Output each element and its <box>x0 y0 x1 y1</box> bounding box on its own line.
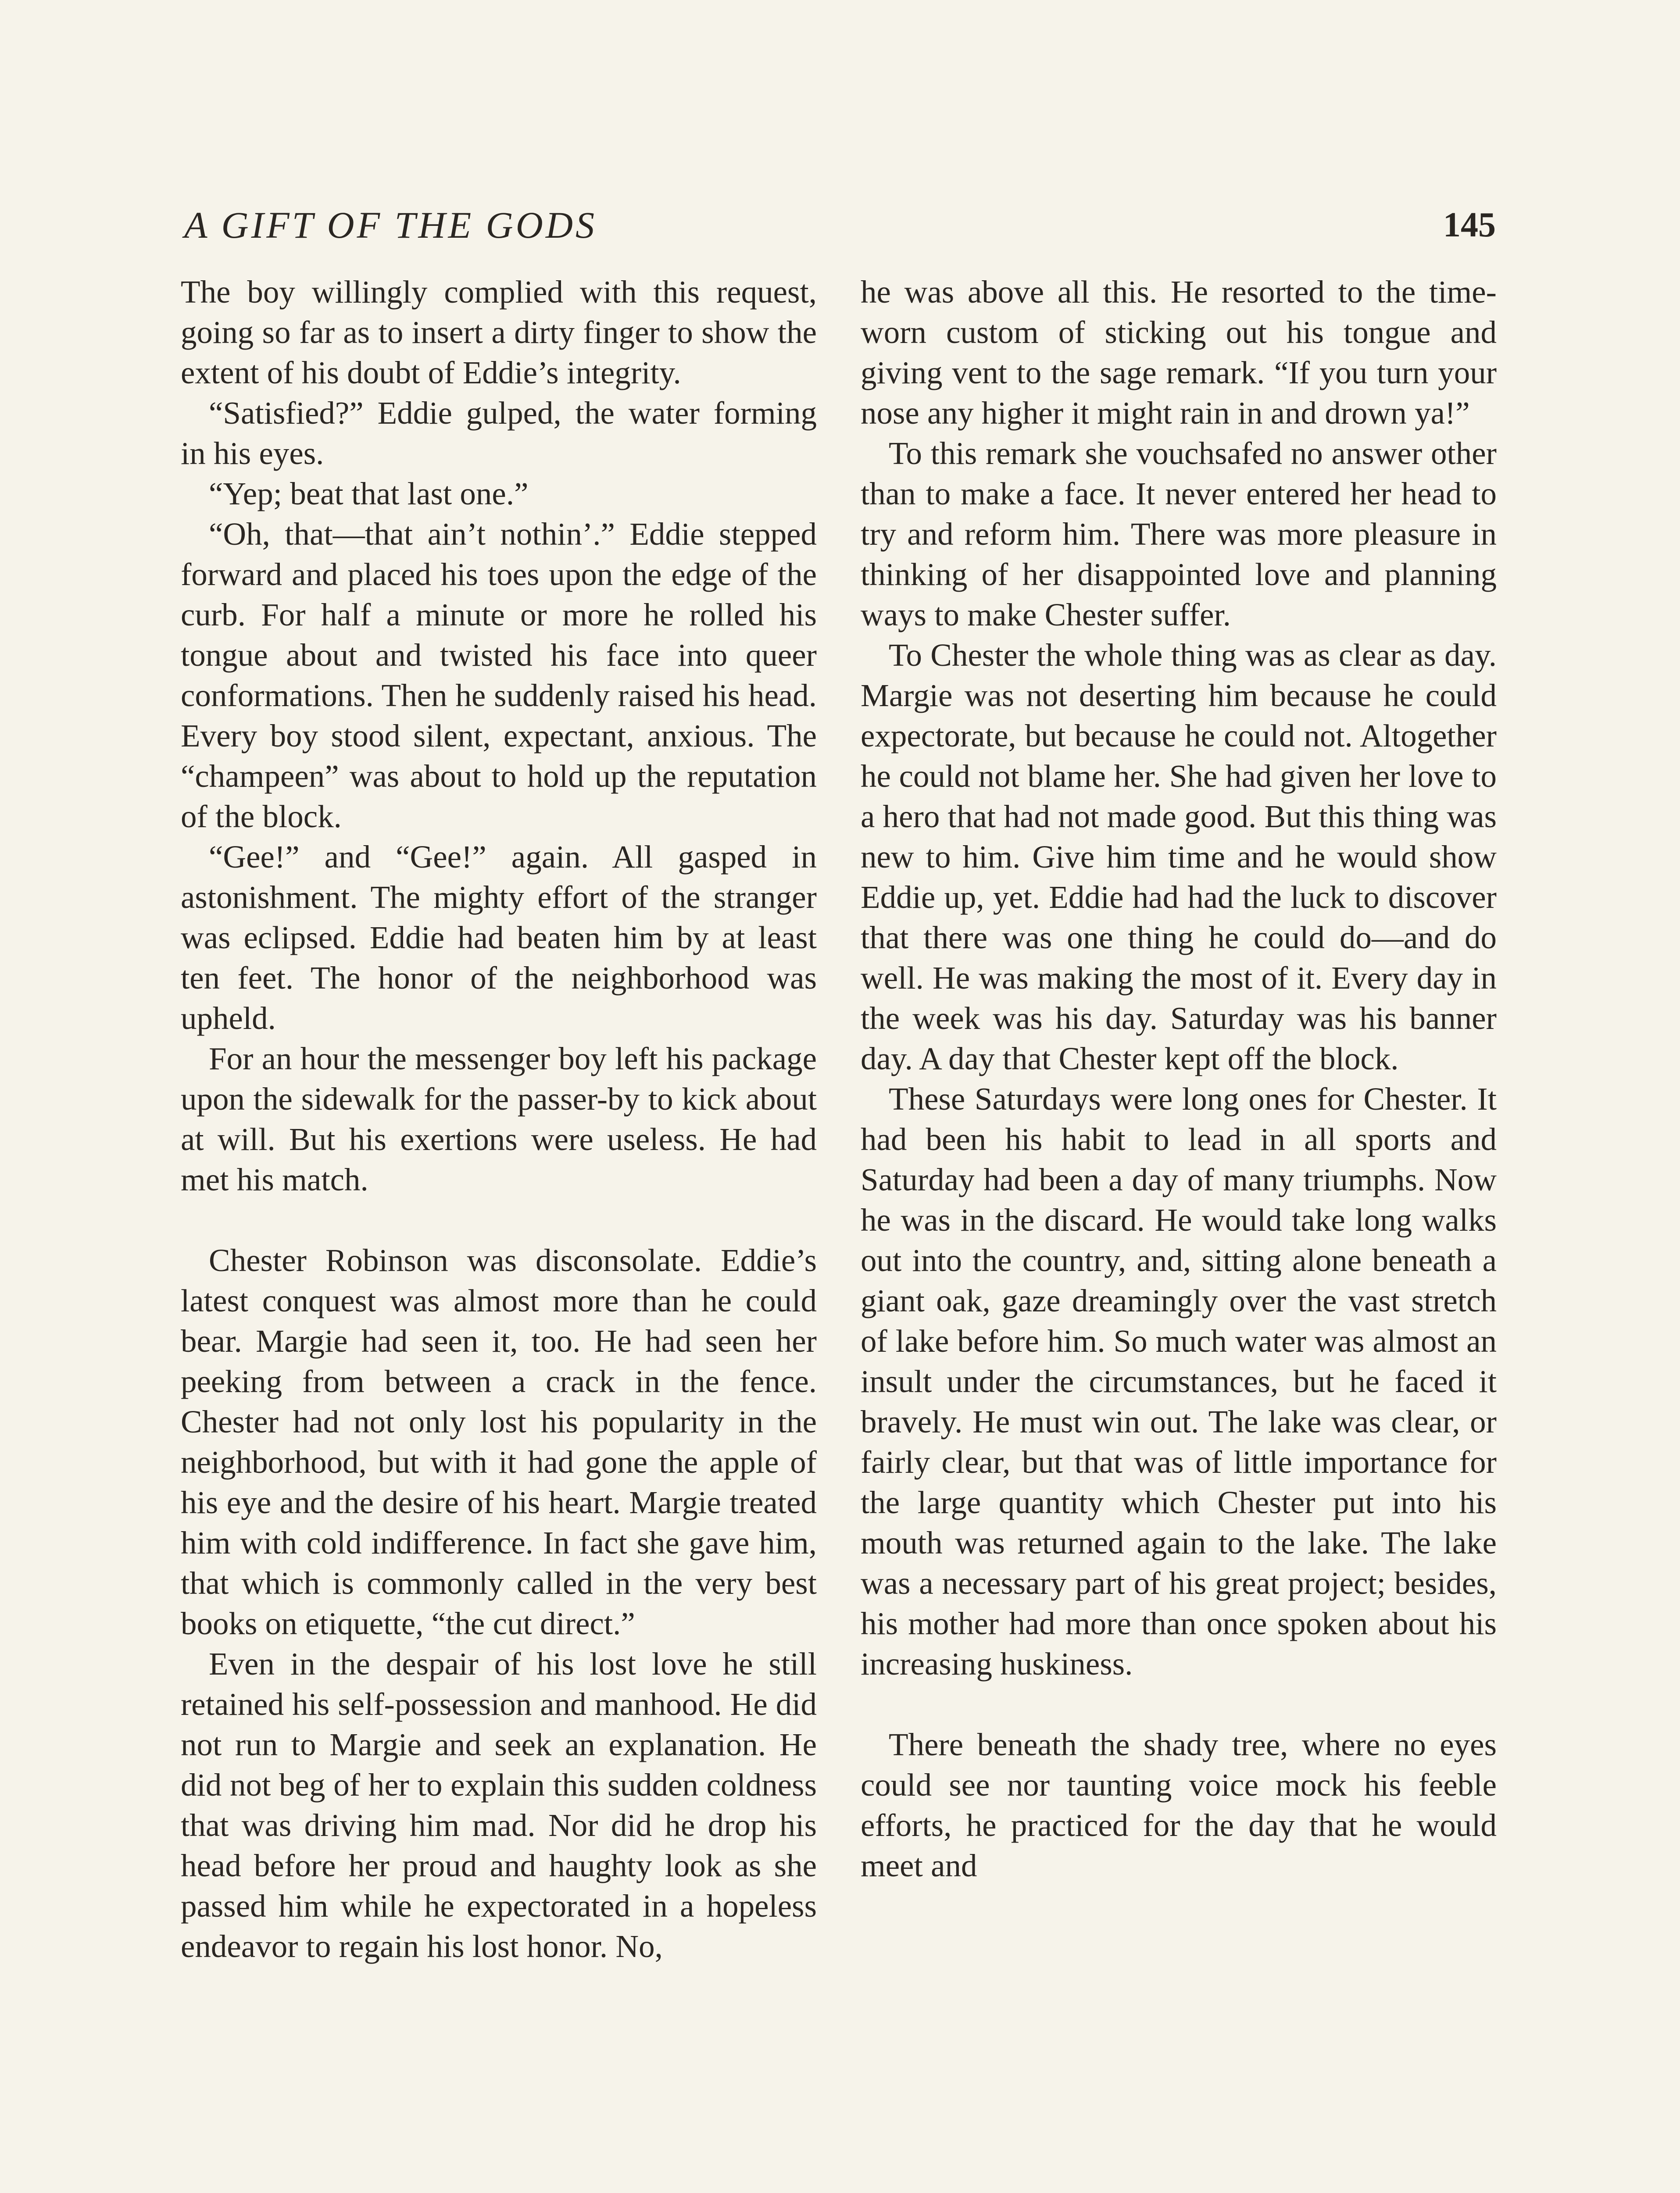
paragraph: Chester Robinson was disconsolate. Eddie’s latest conquest was almost more than he could bear. Margie had seen it, too. He had seen her peeking from between a crack in the fence. Chester had not only lost his popularity in the neighborhood, but with it had gone the apple of his eye and the desire of his heart. Margie treated him with cold indifference. In fact she gave him, that which is commonly called in the very best books on etiquette, “the cut direct.” <box>181 1243 817 1641</box>
paragraph: “Yep; beat that last one.” <box>209 476 529 511</box>
paragraph: For an hour the messenger boy left his package upon the sidewalk for the passer-by to kick about at will. But his exertions were useless. He had met his match. <box>181 1041 817 1197</box>
section-break <box>181 1200 817 1240</box>
page-number: 145 <box>1443 206 1496 244</box>
right-column <box>861 272 1497 1886</box>
paragraph: The boy willingly complied with this request, going so far as to insert a dirty finger to show the extent of his doubt of Eddie’s integrity. <box>181 274 817 390</box>
paragraph: These Saturdays were long ones for Chester. It had been his habit to lead in all sports and Saturday had been a day of many triumphs. Now he was in the discard. He would take long walks out into the country, and, sitting alone beneath a giant oak, gaze dreamingly over the vast stretch of lake before him. So much water was almost an insult under the circumstances, but he faced it bravely. He must win out. The lake was clear, or fairly clear, but that was of little importance for the large quantity which Chester put into his mouth was returned again to the lake. The lake was a necessary part of his great project; besides, his mother had more than once spoken about his increasing huskiness. <box>861 1081 1497 1682</box>
section-break <box>861 1684 1497 1725</box>
page-header <box>184 196 1496 254</box>
left-column <box>181 272 817 1967</box>
paragraph: To Chester the whole thing was as clear as day. Margie was not deserting him because he could expectorate, but because he could not. Altogether he could not blame her. She had given her love to a hero that had not made good. But this thing was new to him. Give him time and he would show Eddie up, yet. Eddie had had the luck to discover that there was one thing he could do—and do well. He was making the most of it. Every day in the week was his day. Saturday was his banner day. A day that Chester kept off the block. <box>861 637 1497 1076</box>
paragraph: “Gee!” and “Gee!” again. All gasped in astonishment. The mighty effort of the stranger was eclipsed. Eddie had beaten him by at least ten feet. The honor of the neighborhood was upheld. <box>181 839 817 1036</box>
paragraph: “Satisfied?” Eddie gulped, the water forming in his eyes. <box>181 395 817 471</box>
paragraph: There beneath the shady tree, where no eyes could see nor taunting voice mock his feeble efforts, he practiced for the day that he would meet and <box>861 1727 1497 1883</box>
paragraph: “Oh, that—that ain’t nothin’.” Eddie stepped forward and placed his toes upon the edge of the curb. For half a minute or more he rolled his tongue about and twisted his face into queer conformations. Then he suddenly raised his head. Every boy stood silent, expectant, anxious. The “champeen” was about to hold up the reputation of the block. <box>181 516 817 834</box>
paragraph: To this remark she vouchsafed no answer other than to make a face. It never entered her head to try and reform him. There was more pleasure in thinking of her disappointed love and planning ways to make Chester suffer. <box>861 436 1497 632</box>
paragraph: Even in the despair of his lost love he still retained his self-possession and manhood. He did not run to Margie and seek an explanation. He did not beg of her to explain this sudden coldness that was driving him mad. Nor did he drop his head before her proud and haughty look as she passed him while he expectorated in a hopeless endeavor to regain his lost honor. No, <box>181 1646 817 1964</box>
paragraph: he was above all this. He resorted to the time-worn custom of sticking out his tongue and giving vent to the sage remark. “If you turn your nose any higher it might rain in and drown ya!” <box>861 274 1497 431</box>
running-title: A GIFT OF THE GODS <box>184 204 597 246</box>
